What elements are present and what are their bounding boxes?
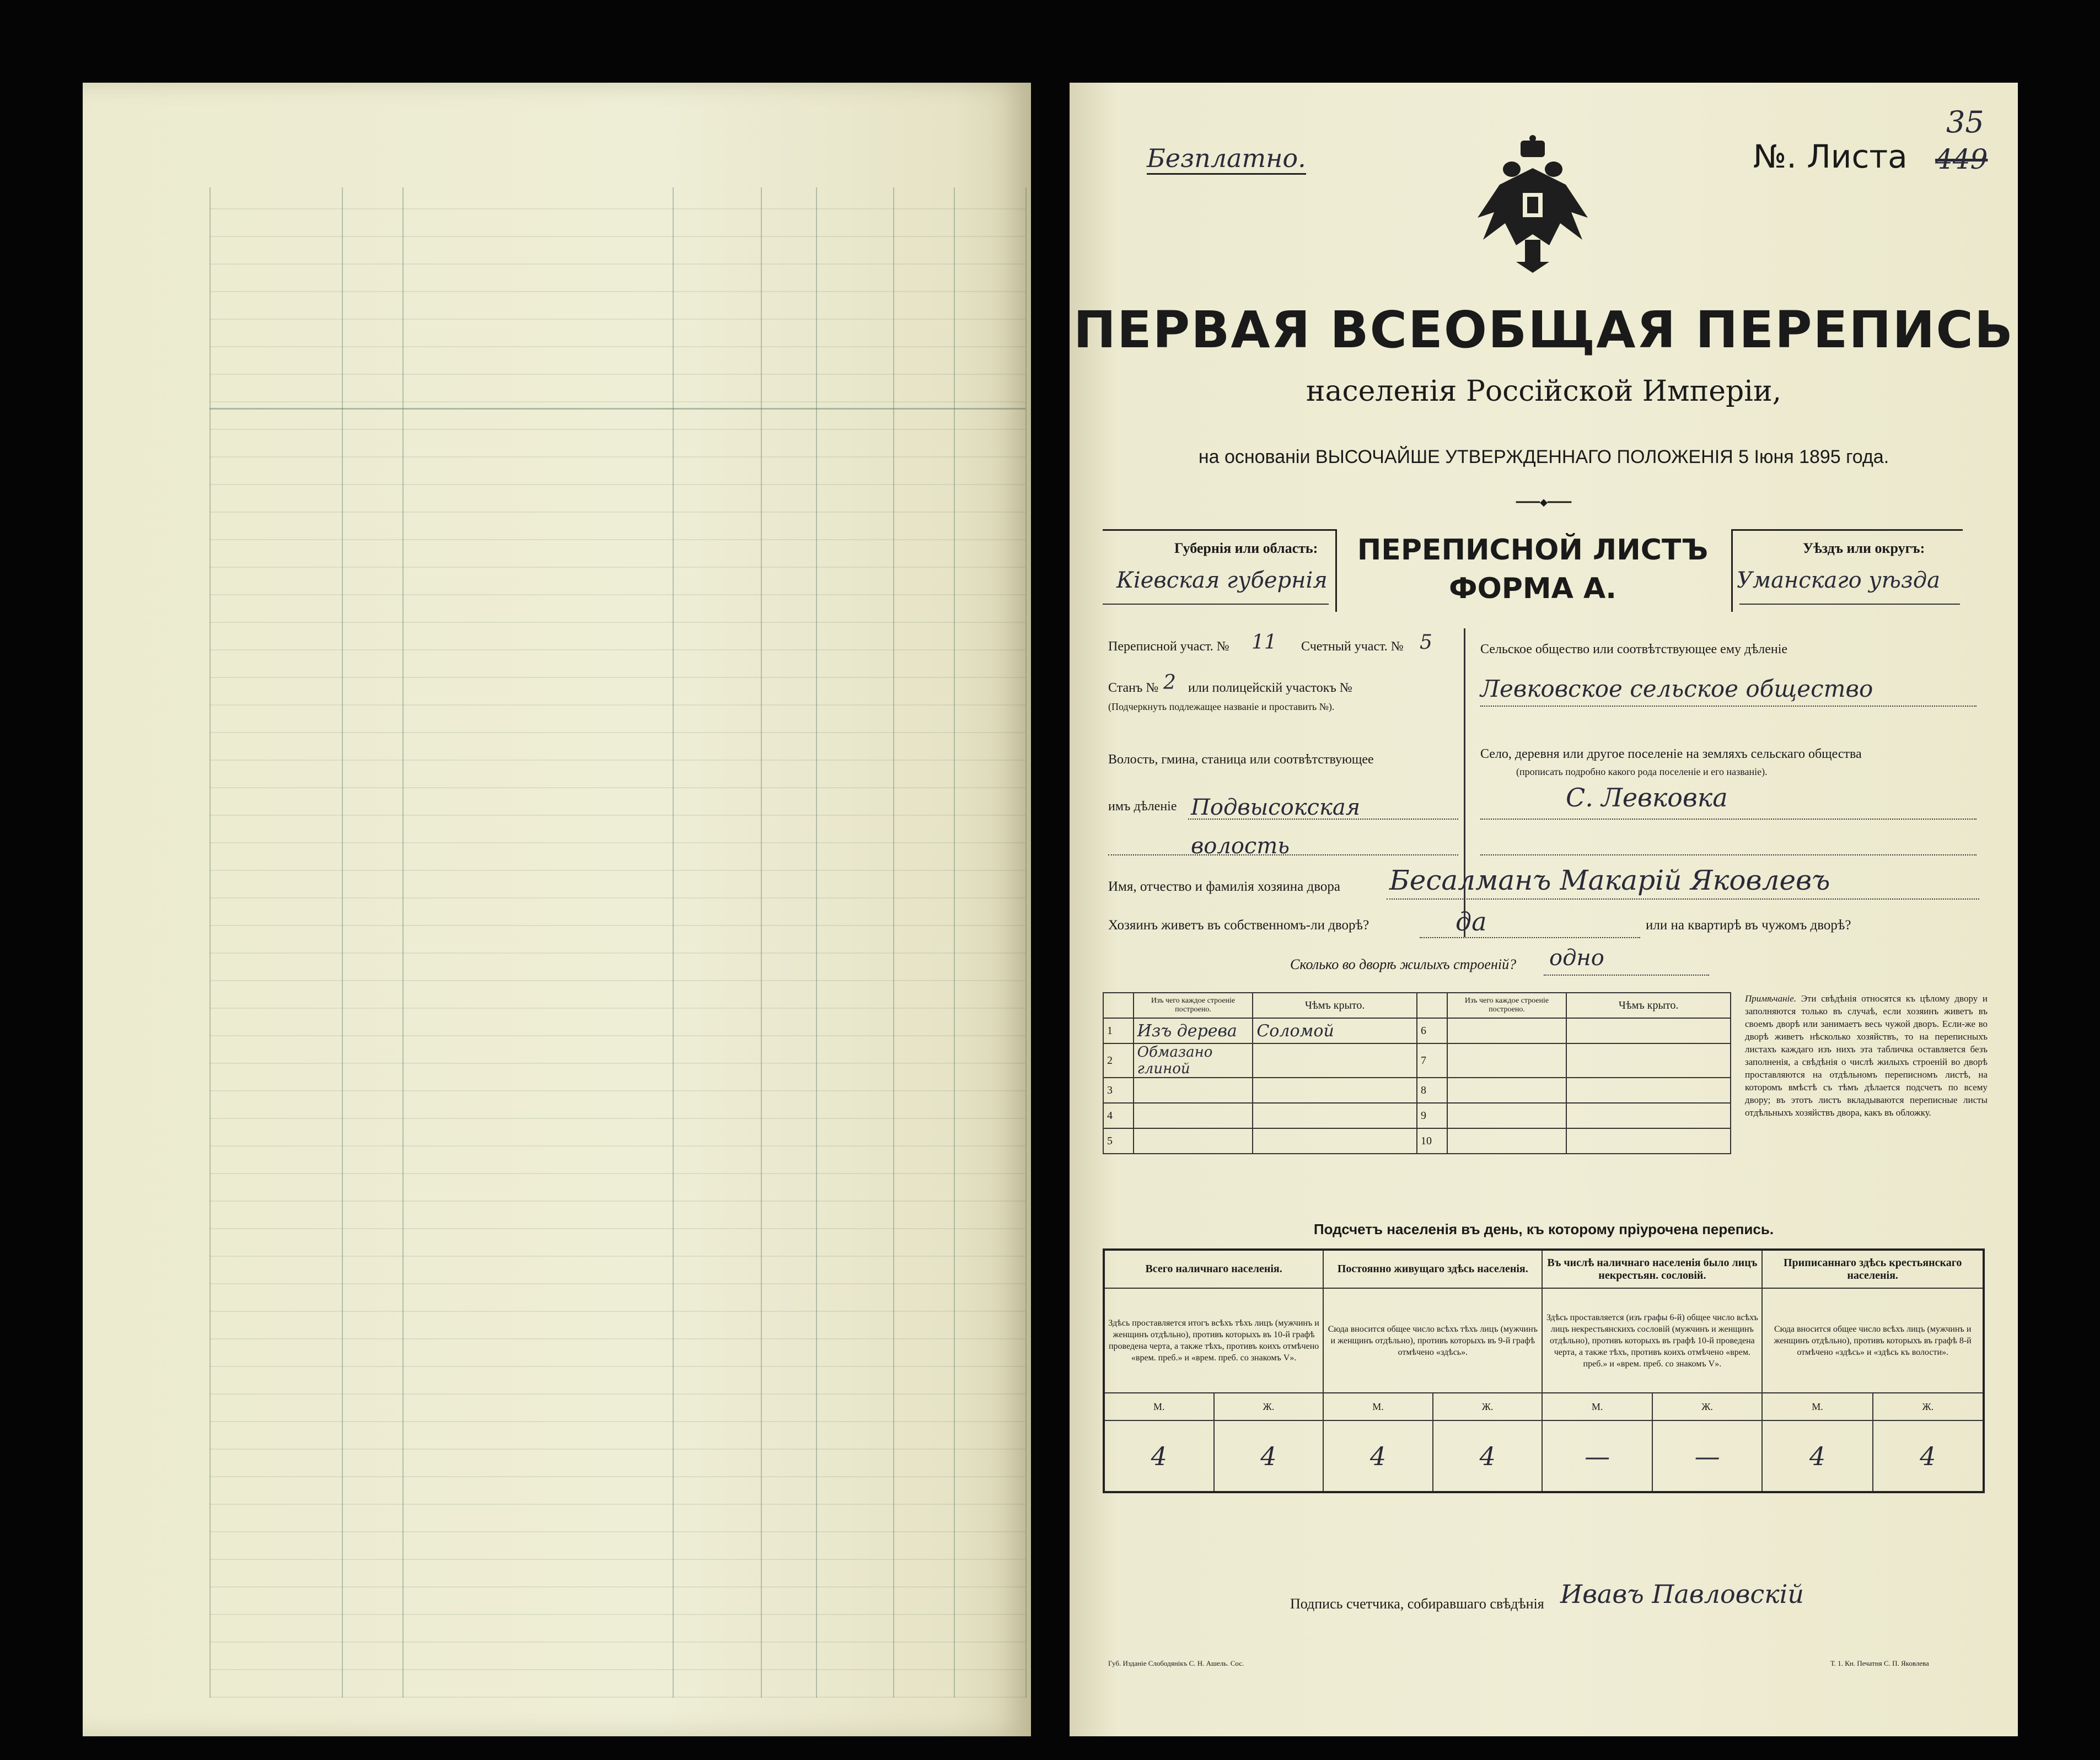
buildings-label: Сколько во дворѣ жилыхъ строеній? [1290, 956, 1517, 972]
note-label: Примѣчаніе. [1745, 993, 1797, 1004]
row-number: 1 [1103, 1018, 1134, 1043]
row-number: 4 [1103, 1103, 1134, 1128]
grid-line [954, 187, 955, 1698]
owner-value: Бесалманъ Макарій Яковлевъ [1389, 864, 1830, 896]
table-row [1103, 1043, 1731, 1078]
buildings-table [1103, 992, 1731, 1154]
pop-desc-present: Здѣсь проставляется итогъ всѣхъ тѣхъ лицъ (мужчинъ и женщинъ отдѣльно), противъ которыхъ въ 10-й графѣ проведена черта, а также тѣхъ, противъ коихъ отмѣчено «врем. преб.» и «врем. преб. со знакомъ V». [1104, 1288, 1323, 1393]
count-female-present: 4 [1214, 1420, 1324, 1492]
row-number: 10 [1417, 1128, 1447, 1154]
roof-cell [1253, 1043, 1417, 1078]
table-row [1103, 1018, 1731, 1043]
row-number: 2 [1103, 1043, 1134, 1078]
pop-head-permanent: Постоянно живущаго здѣсь населенія. [1323, 1250, 1542, 1288]
legal-basis: на основаніи ВЫСОЧАЙШЕ УТВЕРЖДЕННАГО ПОЛОЖЕНІЯ 5 Іюня 1895 года. [1198, 446, 1889, 467]
left-page [83, 83, 1031, 1736]
count-male-permanent: 4 [1323, 1420, 1433, 1492]
roof-header: Чѣмъ крыто. [1253, 993, 1417, 1018]
grid-line [761, 187, 762, 1698]
underline-note: (Подчеркнуть подлежащее названіе и проставить №). [1108, 701, 1335, 712]
village-society-underline [1480, 706, 1977, 707]
village-underline-2 [1480, 854, 1977, 855]
grid-line [1025, 187, 1027, 1698]
form-title: ПЕРЕПИСНОЙ ЛИСТЪ [1357, 534, 1709, 567]
roof-cell: Соломой [1253, 1018, 1417, 1043]
owner-underline [1387, 898, 1979, 900]
main-title: ПЕРВАЯ ВСЕОБЩАЯ ПЕРЕПИСЬ [1073, 300, 2015, 359]
owner-label: Имя, отчество и фамилія хозяина двора [1108, 879, 1340, 894]
pop-head-peasant: Приписаннаго здѣсь крестьянскаго населенія. [1762, 1250, 1984, 1288]
own-yard-label: Хозяинъ живетъ въ собственномъ-ли дворѣ? [1108, 918, 1369, 933]
volost-underline-2 [1108, 854, 1458, 855]
village-underline [1480, 819, 1977, 820]
sheet-number: 35 [1946, 105, 1984, 139]
row-number: 9 [1417, 1103, 1447, 1128]
village-society-value: Левковское сельское общество [1480, 675, 1873, 702]
population-table [1103, 1248, 1985, 1493]
grid-line [210, 187, 211, 1698]
ghost-grid [210, 187, 1025, 1698]
rent-label: или на квартирѣ въ чужомъ дворѣ? [1646, 918, 1851, 933]
volost-label: Волость, гмина, станица или соотвѣтствующее [1108, 752, 1374, 767]
gubernia-label: Губернія или область: [1174, 540, 1318, 556]
volost-underline [1188, 819, 1458, 820]
census-section-label: Переписной участ. № [1108, 639, 1229, 654]
female-header: Ж. [1873, 1393, 1984, 1420]
uezd-value: Уманскаго уѣзда [1737, 568, 1940, 593]
ornament-divider: ━━━━◆━━━━ [1516, 497, 1572, 508]
gubernia-underline [1103, 604, 1329, 605]
female-header: Ж. [1214, 1393, 1324, 1420]
count-female-permanent: 4 [1433, 1420, 1543, 1492]
row-number: 3 [1103, 1078, 1134, 1103]
row-number: 7 [1417, 1043, 1447, 1078]
sheet-number-label: №. Листа [1753, 138, 1908, 175]
row-number: 8 [1417, 1078, 1447, 1103]
pop-desc-nonpeasant: Здѣсь проставляется (изъ графы 6-й) общее число всѣхъ лицъ некрестьянскихъ сословій (мужчинъ и женщинъ отдѣльно), противъ которыхъ въ графѣ 10-й проведена черта, а также тѣхъ, противъ коихъ отмѣчено «врем. преб.» и «врем. преб. со знакомъ V». [1542, 1288, 1762, 1393]
uezd-underline [1739, 604, 1960, 605]
female-header: Ж. [1652, 1393, 1762, 1420]
subtitle: населенія Россійской Имперіи, [1306, 375, 1782, 408]
village-society-label: Сельское общество или соотвѣтствующее ему дѣленіе [1480, 642, 1788, 656]
counting-section-value: 5 [1420, 631, 1432, 654]
buildings-value: одно [1549, 945, 1604, 971]
male-header: М. [1323, 1393, 1433, 1420]
sheet-number-crossed: 449 [1935, 143, 1988, 175]
note-block [1745, 992, 1988, 1119]
printer-left: Губ. Изданіе Слободянікъ С. Н. Ашель. Сос. [1108, 1659, 1244, 1667]
material-header-2: Изъ чего каждое строеніе построено. [1447, 993, 1567, 1018]
imperial-eagle-icon [1472, 135, 1593, 273]
police-section-label: или полицейскій участокъ № [1188, 681, 1352, 695]
grid-line [673, 187, 674, 1698]
grid-line [816, 187, 817, 1698]
village-value: С. Левковка [1566, 783, 1728, 812]
signature-value: Ивавъ Павловскій [1560, 1579, 1804, 1609]
material-cell: Изъ дерева [1134, 1018, 1253, 1043]
village-label: Село, деревня или другое поселеніе на земляхъ сельскаго общества [1480, 747, 1862, 761]
female-header: Ж. [1433, 1393, 1543, 1420]
pop-desc-permanent: Сюда вносится общее число всѣхъ тѣхъ лицъ (мужчинъ и женщинъ отдѣльно), противъ которыхъ въ 9-й графѣ отмѣчено «здѣсь». [1323, 1288, 1542, 1393]
pop-head-present: Всего наличнаго населенія. [1104, 1250, 1323, 1288]
census-section-value: 11 [1252, 631, 1277, 654]
male-header: М. [1104, 1393, 1214, 1420]
material-cell: Обмазано глиной [1134, 1043, 1253, 1078]
ghost-table-header [210, 265, 1025, 410]
count-male-nonpeasant: — [1542, 1420, 1652, 1492]
male-header: М. [1542, 1393, 1652, 1420]
row-number: 6 [1417, 1018, 1447, 1043]
roof-header-2: Чѣмъ крыто. [1566, 993, 1731, 1018]
material-header: Изъ чего каждое строеніе построено. [1134, 993, 1253, 1018]
buildings-underline [1544, 975, 1709, 976]
volost-value: Подвысокская волость [1191, 795, 1361, 859]
pop-head-nonpeasant: Въ числѣ наличнаго населенія было лицъ некрестьян. сословій. [1542, 1250, 1762, 1288]
table-row [1103, 1078, 1731, 1103]
own-yard-value: да [1456, 907, 1487, 936]
pop-desc-peasant: Сюда вносится общее число всѣхъ лицъ (мужчинъ и женщинъ отдѣльно), противъ которыхъ въ графѣ 8-й отмѣчено «здѣсь» и «здѣсь къ волости». [1762, 1288, 1984, 1393]
count-male-peasant: 4 [1762, 1420, 1872, 1492]
grid-line [342, 187, 343, 1698]
grid-line [402, 187, 404, 1698]
volost-label-2: имъ дѣленіе [1108, 799, 1177, 814]
stan-value: 2 [1163, 671, 1176, 694]
count-female-peasant: 4 [1873, 1420, 1984, 1492]
uezd-label: Уѣздъ или округъ: [1803, 540, 1925, 556]
count-male-present: 4 [1104, 1420, 1214, 1492]
row-number: 5 [1103, 1128, 1134, 1154]
village-note: (прописать подробно какого рода поселеніе и его названіе). [1516, 766, 1768, 777]
stan-label: Станъ № [1108, 681, 1159, 695]
table-row [1103, 1103, 1731, 1128]
signature-label: Подпись счетчика, собиравшаго свѣдѣнія [1290, 1596, 1544, 1612]
counting-section-label: Счетный участ. № [1301, 639, 1404, 654]
note-text: Эти свѣдѣнія относятся къ цѣлому двору и заполняются только въ случаѣ, если хозяинъ живетъ въ своемъ дворѣ или занимаетъ весь чужой дворъ. Если-же во дворѣ живетъ нѣсколько хозяйствъ, то на переписныхъ листахъ каждаго изъ нихъ эта табличка оставляется безъ заполненія, а свѣдѣнія о числѣ жилыхъ строеній во дворѣ проставляются на отдѣльномъ переписномъ листѣ, на которомъ вмѣстѣ съ тѣмъ дѣлается подсчетъ по всему двору; въ этотъ листъ вкладываются переписные листы отдѣльныхъ хозяйствъ двора, какъ въ обложку. [1745, 993, 1988, 1118]
male-header: М. [1762, 1393, 1872, 1420]
form-type: ФОРМА А. [1449, 572, 1616, 605]
own-yard-underline [1420, 937, 1640, 938]
free-label: Безплатно. [1147, 143, 1306, 175]
grid-line [893, 187, 894, 1698]
count-female-nonpeasant: — [1652, 1420, 1762, 1492]
census-form-page [1070, 83, 2018, 1736]
table-row [1103, 1128, 1731, 1154]
gubernia-value: Кіевская губернія [1116, 568, 1328, 593]
printer-right: Т. 1. Кн. Печатня С. П. Яковлева [1830, 1659, 1929, 1667]
population-title: Подсчетъ населенія въ день, къ которому пріурочена перепись. [1313, 1221, 1774, 1237]
